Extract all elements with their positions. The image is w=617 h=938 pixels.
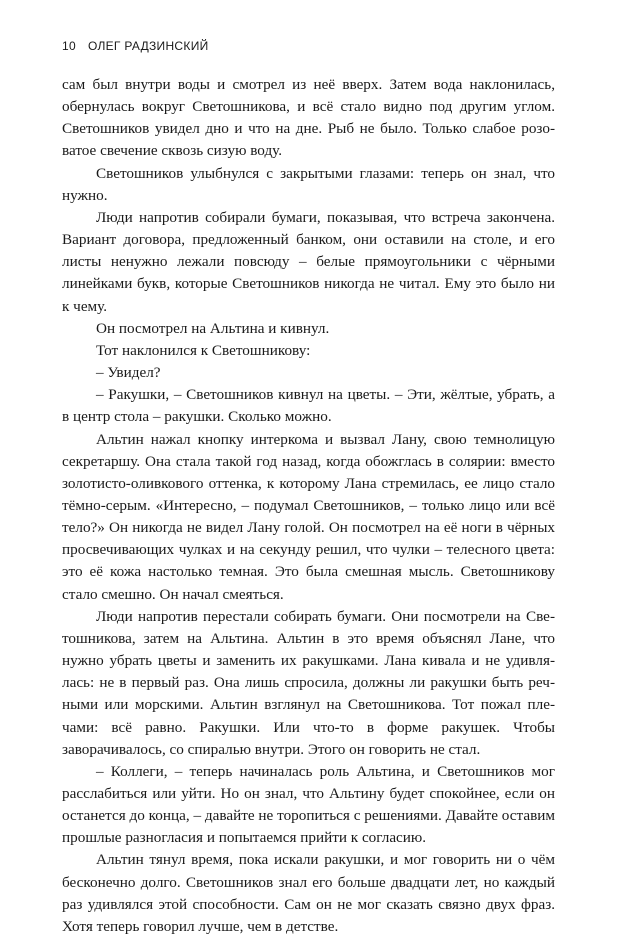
paragraph: Он посмотрел на Альтина и кивнул. [96, 319, 330, 337]
body-text [62, 74, 555, 938]
paragraph: Люди напротив собирали бумаги, показывая, что встреча закончена. Вариант договора, предложенный банком, они оставили на столе, и его листы ненужно лежали повсюду – белые прямоугольники с чёрными линейками букв, которые Светошников никогда не читал. Ему это было ни к чему. [62, 208, 555, 315]
paragraph: – Увидел? [96, 364, 161, 382]
book-page [62, 0, 555, 935]
running-head [62, 39, 209, 53]
paragraph: сам был внутри воды и смотрел из неё вверх. Затем вода наклонилась, обернулась вокруг Светошникова, и всё стало видно под другим углом. Светошников увидел дно и что на дне. Рыб не было. Только слабое розоватое свечение сквозь сизую воду. [62, 76, 555, 160]
paragraph: Люди напротив перестали собирать бумаги. Они посмотрели на Светошникова, затем на Альтина. Альтин в это время объяснял Лане, что нужно убрать цветы и заменить их ракушками. Лана кивала и не удивлялась: не в первый раз. Она лишь спросила, должны ли ракушки быть речными или морскими. Альтин взглянул на Светошникова. Тот пожал плечами: всё равно. Ракушки. Или что-то в форме ракушек. Чтобы заворачивалось, со спиралью внутри. Этого он говорить не стал. [62, 607, 555, 758]
paragraph: Тот наклонился к Светошникову: [96, 341, 311, 359]
paragraph: – Ракушки, – Светошников кивнул на цветы. – Эти, жёлтые, убрать, а в центр стола – ракушки. Сколько можно. [62, 386, 555, 426]
author-name: ОЛЕГ РАДЗИНСКИЙ [87, 39, 209, 53]
paragraph: Альтин тянул время, пока искали ракушки, и мог говорить ни о чём бесконечно долго. Светошников знал его больше двадцати лет, но каждый раз удивлялся этой способности. Сам он не мог сказать связно двух фраз. Хотя теперь говорил лучше, чем в детстве. [62, 851, 555, 935]
paragraph: Светошников улыбнулся с закрытыми глазами: теперь он знал, что нужно. [62, 164, 555, 204]
paragraph: – Коллеги, – теперь начиналась роль Альтина, и Светошников мог расслабиться или уйти. Но он знал, что Альтину будет спокойнее, если он останется до конца, – давайте не торопиться с решениями. Давайте оставим прошлые разногласия и попытаемся прийти к согласию. [62, 762, 555, 847]
paragraph: Альтин нажал кнопку интеркома и вызвал Лану, свою темнолицую секретаршу. Она стала такой год назад, когда обожглась в солярии: вместо золотисто-оливкового оттенка, к которому Лана стремилась, ее лицо стало тёмно-серым. «Интересно, – подумал Светошников, – только лицо или всё тело?» Он никогда не видел Лану голой. Он посмотрел на её ноги в чёрных просвечивающих чулках и на секунду решил, что чулки – телесного цвета: это её кожа настолько темная. Это была смешная мысль. Светошникову стало смешно. Он начал смеяться. [62, 430, 555, 603]
page-number: 10 [62, 39, 76, 53]
